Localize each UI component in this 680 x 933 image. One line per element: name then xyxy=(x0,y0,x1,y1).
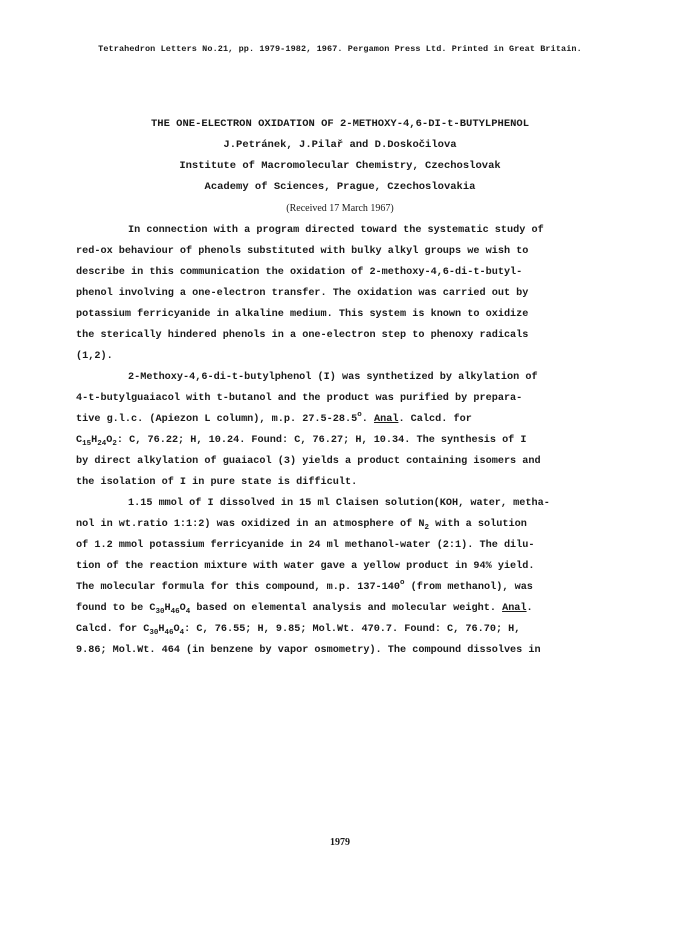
element-symbol: H xyxy=(158,624,165,635)
paragraph-3-line xyxy=(76,514,616,535)
formula-subscript: 4 xyxy=(179,629,185,637)
element-symbol: C xyxy=(76,435,83,446)
paragraph-3-line xyxy=(76,598,616,619)
text-segment: tive g.l.c. (Apiezon L column), m.p. 27.5-28.5 xyxy=(76,414,358,425)
text-segment: . xyxy=(526,603,533,614)
anal-label: Anal xyxy=(373,414,399,425)
text-segment: found to be C xyxy=(76,603,156,614)
text-segment: with a solution xyxy=(429,519,527,530)
formula-subscript: 24 xyxy=(97,440,107,448)
affiliation-line-2: Academy of Sciences, Prague, Czechoslovakia xyxy=(204,181,476,193)
text-segment: (from methanol), was xyxy=(404,582,533,593)
text-segment: based on elemental analysis and molecular weight. xyxy=(190,603,503,614)
paragraph-3-line: tion of the reaction mixture with water gave a yellow product in 94% yield. xyxy=(76,561,535,572)
formula-subscript: 46 xyxy=(164,629,174,637)
text-segment: : C, 76.22; H, 10.24. Found: C, 76.27; H, 10.34. The synthesis of I xyxy=(116,435,527,446)
degree-superscript: o xyxy=(400,579,405,587)
formula-subscript: 2 xyxy=(424,524,429,532)
text-segment: nol in wt.ratio 1:1:2) was oxidized in an atmosphere of N xyxy=(76,519,425,530)
degree-superscript: o xyxy=(357,411,362,419)
paragraph-1-line: phenol involving a one-electron transfer. The oxidation was carried out by xyxy=(76,288,529,299)
authors: J.Petránek, J.Pilař and D.Doskočilova xyxy=(223,139,457,151)
article-title: THE ONE-ELECTRON OXIDATION OF 2-METHOXY-4,6-DI-t-BUTYLPHENOL xyxy=(150,118,530,130)
element-symbol: O xyxy=(179,603,186,614)
text-segment: . Calcd. for xyxy=(398,414,472,425)
formula-subscript: 30 xyxy=(155,608,165,616)
element-symbol: H xyxy=(91,435,98,446)
paragraph-2-line: the isolation of I in pure state is difficult. xyxy=(76,477,358,488)
paragraph-3-line: 9.86; Mol.Wt. 464 (in benzene by vapor osmometry). The compound dissolves in xyxy=(76,645,541,656)
paragraph-1-line: potassium ferricyanide in alkaline medium. This system is known to oxidize xyxy=(76,309,529,320)
paragraph-3-line: of 1.2 mmol potassium ferricyanide in 24 ml methanol-water (2:1). The dilu- xyxy=(76,540,535,551)
paragraph-1-line: describe in this communication the oxidation of 2-methoxy-4,6-di-t-butyl- xyxy=(76,267,523,278)
affiliation-line-1: Institute of Macromolecular Chemistry, Czechoslovak xyxy=(179,160,501,172)
element-symbol: H xyxy=(164,603,171,614)
element-symbol: O xyxy=(106,435,113,446)
anal-label: Anal xyxy=(502,603,527,614)
text-segment: : C, 76.55; H, 9.85; Mol.Wt. 470.7. Found: C, 76.70; H, xyxy=(184,624,521,635)
received-date: (Received 17 March 1967) xyxy=(286,203,394,214)
formula-subscript: 2 xyxy=(112,440,117,448)
paragraph-2-line: 2-Methoxy-4,6-di-t-butylphenol (I) was synthetized by alkylation of xyxy=(128,372,538,383)
formula-subscript: 30 xyxy=(149,629,159,637)
element-symbol: O xyxy=(173,624,180,635)
formula-subscript: 46 xyxy=(170,608,180,616)
paragraph-3-line xyxy=(76,619,616,640)
paragraph-1-line: the sterically hindered phenols in a one-electron step to phenoxy radicals xyxy=(76,330,529,341)
formula-subscript: 4 xyxy=(185,608,191,616)
text-segment: The molecular formula for this compound, m.p. 137-140 xyxy=(76,582,401,593)
formula-line xyxy=(76,430,616,451)
paragraph-1-line: In connection with a program directed toward the systematic study of xyxy=(128,225,544,236)
page-number: 1979 xyxy=(330,837,350,848)
paragraph-2-line: by direct alkylation of guaiacol (3) yields a product containing isomers and xyxy=(76,456,541,467)
journal-header: Tetrahedron Letters No.21, pp. 1979-1982, 1967. Pergamon Press Ltd. Printed in Great Britain. xyxy=(98,44,582,54)
paragraph-3-line xyxy=(76,577,616,598)
article-body xyxy=(76,220,616,661)
text-segment: . xyxy=(361,414,374,425)
paragraph-2-line xyxy=(76,409,616,430)
paragraph-1-line: (1,2). xyxy=(76,351,113,362)
paragraph-1-line: red-ox behaviour of phenols substituted with bulky alkyl groups we wish to xyxy=(76,246,529,257)
paragraph-3-line: 1.15 mmol of I dissolved in 15 ml Claisen solution(KOH, water, metha- xyxy=(128,498,550,509)
text-segment: Calcd. for C xyxy=(76,624,150,635)
formula-subscript: 15 xyxy=(82,440,92,448)
paragraph-2-line: 4-t-butylguaiacol with t-butanol and the product was purified by prepara- xyxy=(76,393,523,404)
